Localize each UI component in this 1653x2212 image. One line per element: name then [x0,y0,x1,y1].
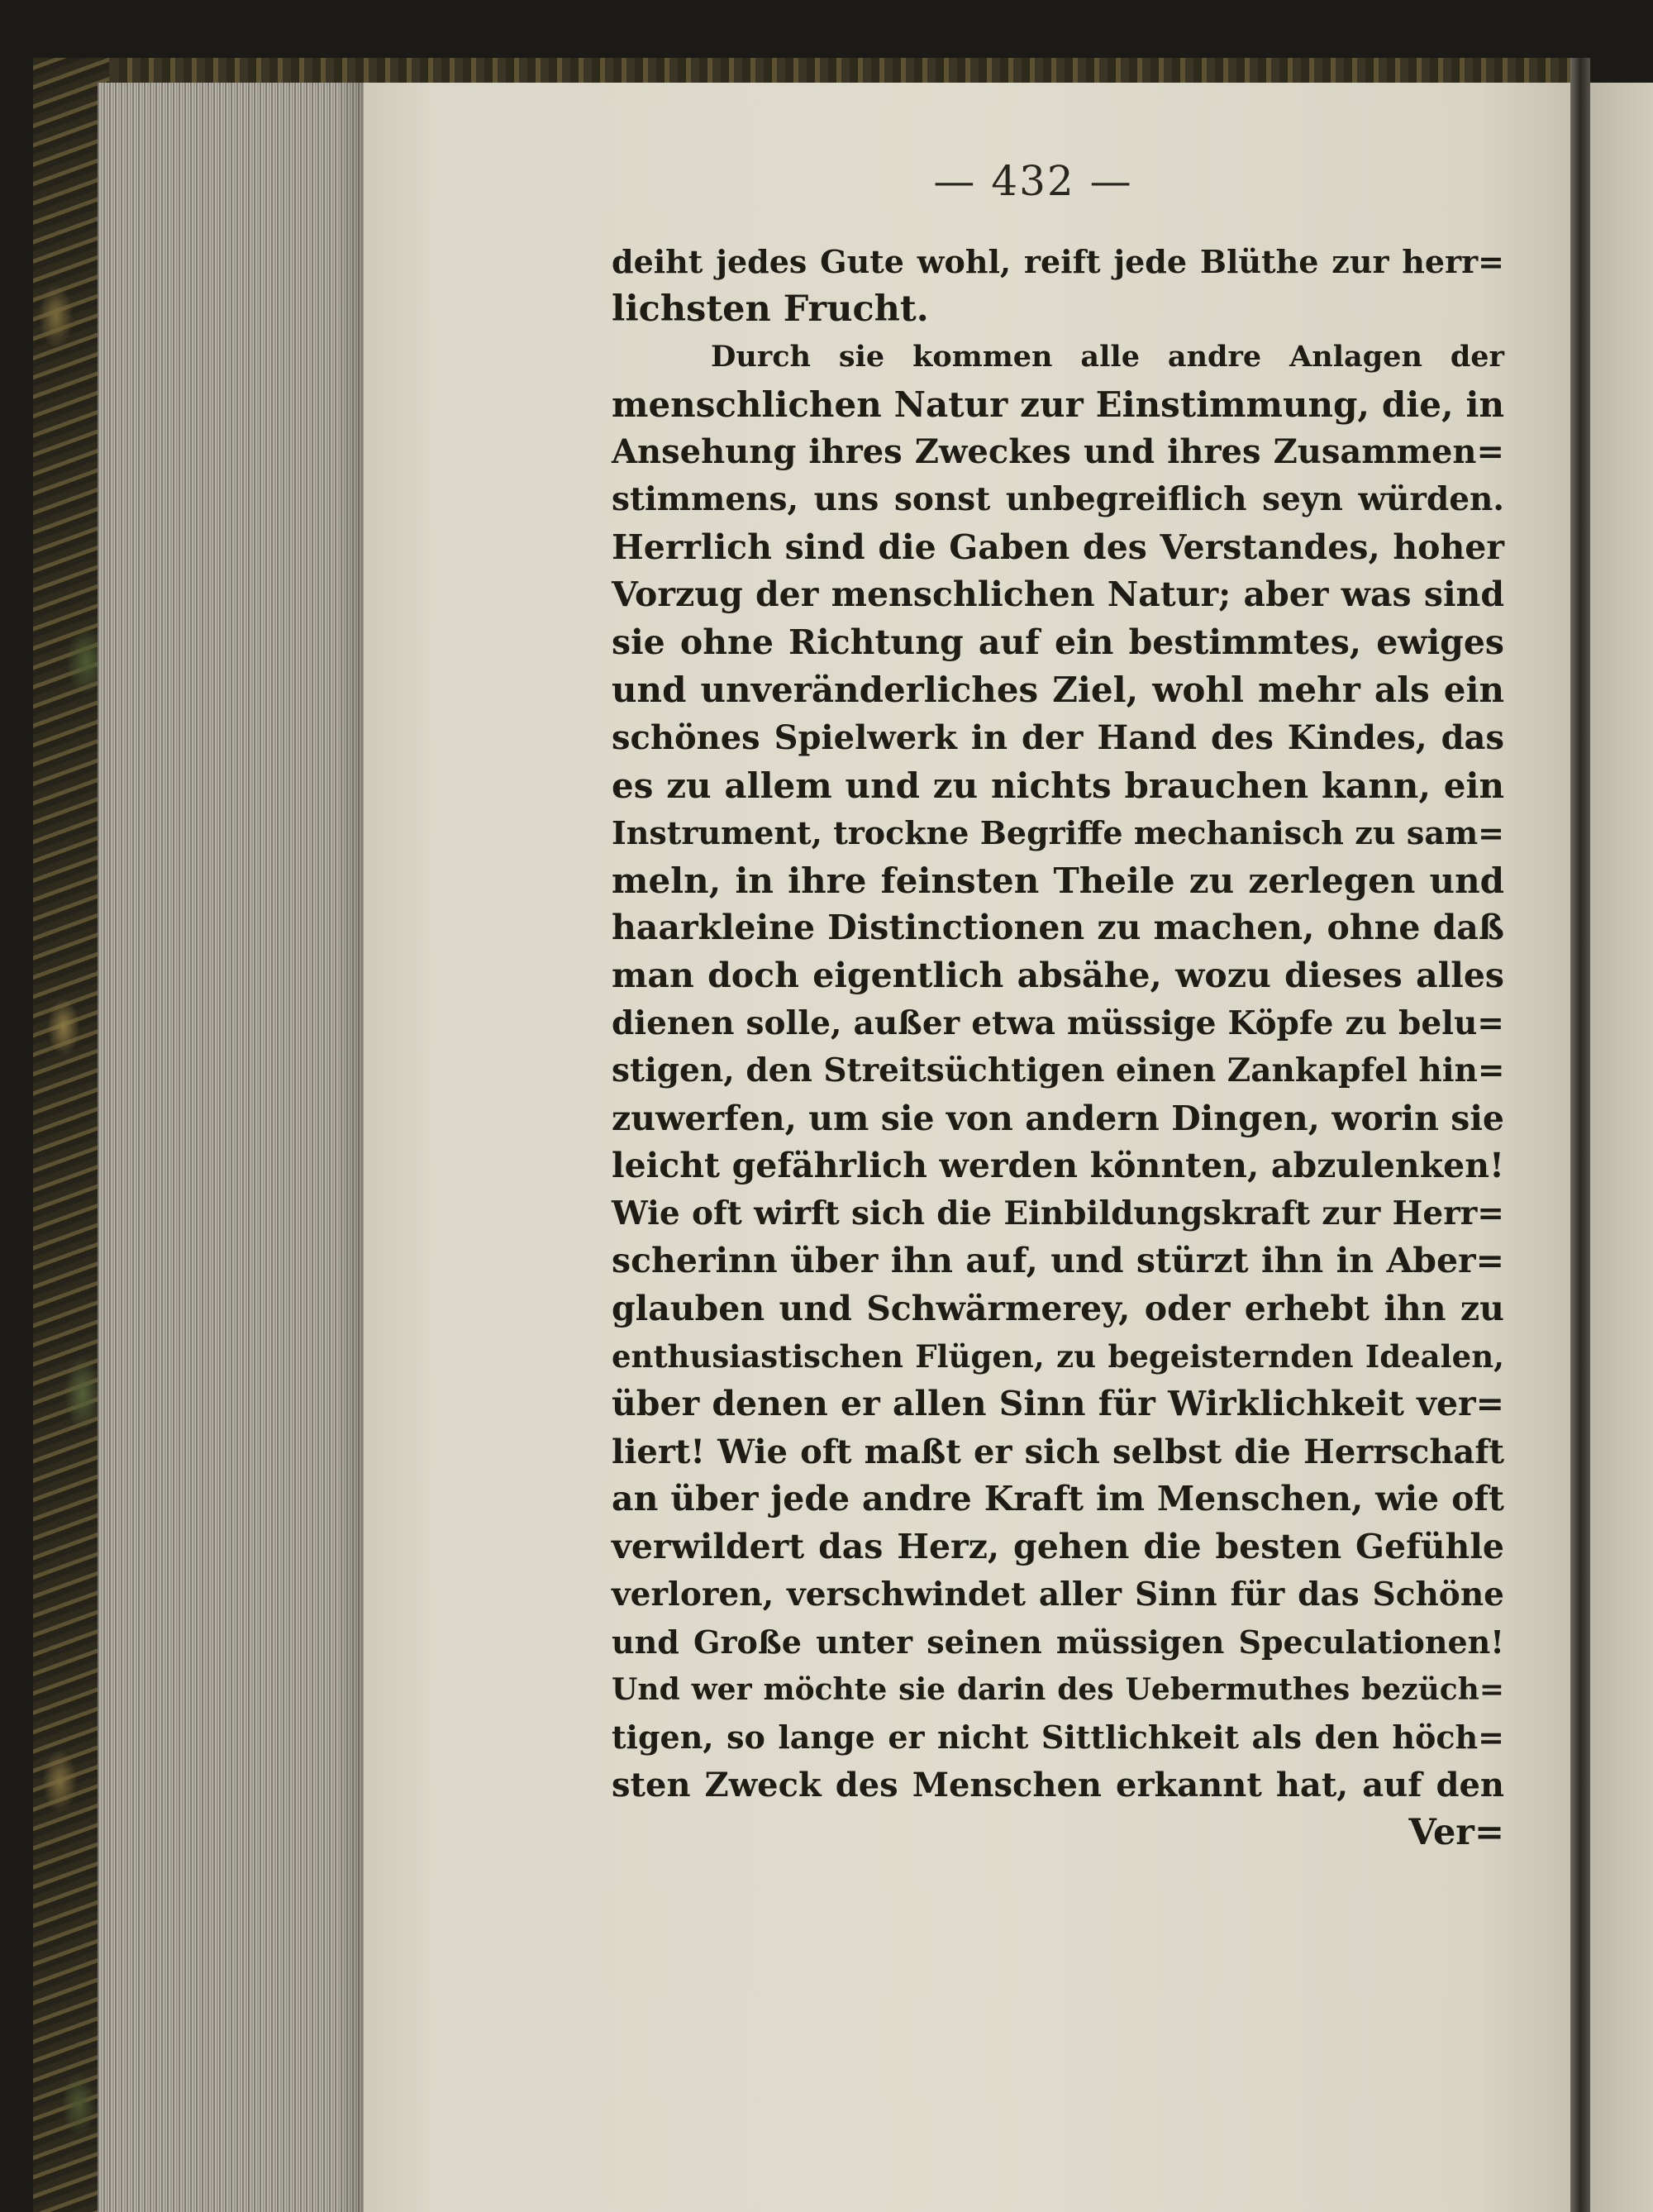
page-number: — 432 — [933,157,1133,205]
text-line: tigen, so lange er nicht Sittlichkeit als den höch= [612,1719,1504,1757]
text-line: Vorzug der menschlichen Natur; aber was sind [612,574,1504,615]
text-line: menschlichen Natur zur Einstimmung, die, in [612,384,1504,425]
text-line: leicht gefährlich werden könnten, abzulenken! [612,1146,1504,1186]
page-edges [98,83,370,2212]
text-line: Instrument, trockne Begriffe mechanisch zu sam= [612,814,1504,852]
catchword: Ver= [1408,1811,1504,1853]
text-line: es zu allem und zu nichts brauchen kann, ein [612,765,1504,806]
text-line: stigen, den Streitsüchtigen einen Zankapfel hin= [612,1051,1505,1090]
text-line: Durch sie kommen alle andre Anlagen der [711,340,1504,374]
text-line: Ansehung ihres Zweckes und ihres Zusammen= [612,432,1504,472]
book-gutter [1570,58,1590,2212]
text-line: haarkleine Distinctionen zu machen, ohne daß [612,908,1504,948]
text-line: Und wer möchte sie darin des Uebermuthes bezüch= [612,1671,1504,1707]
text-line: Wie oft wirft sich die Einbildungskraft zur Herr= [612,1194,1504,1232]
text-line: glauben und Schwärmerey, oder erhebt ihn zu [612,1289,1504,1329]
text-line: liert! Wie oft maßt er sich selbst die Herrschaft [612,1432,1504,1471]
page-text [612,238,1504,1857]
book-cover-top-edge [33,58,1579,83]
text-line: sie ohne Richtung auf ein bestimmtes, ewiges [612,622,1504,662]
text-line: Herrlich sind die Gaben des Verstandes, hoher [612,527,1504,567]
text-line: stimmens, uns sonst unbegreiflich seyn würden. [612,479,1504,518]
text-line: dienen solle, außer etwa müssige Köpfe zu belu= [612,1004,1504,1042]
text-line: schönes Spielwerk in der Hand des Kindes, das [612,717,1504,757]
text-line: verwildert das Herz, gehen die besten Gefühle [612,1527,1504,1567]
facing-page-edge [1590,83,1653,2212]
text-line: man doch eigentlich absähe, wozu dieses alles [612,955,1504,995]
text-line: und Große unter seinen müssigen Speculationen! [612,1623,1504,1661]
text-line: meln, in ihre feinsten Theile zu zerlegen und [612,860,1504,901]
text-line: sten Zweck des Menschen erkannt hat, auf den [612,1766,1504,1804]
text-line: zuwerfen, um sie von andern Dingen, worin sie [612,1098,1504,1138]
text-line: scherinn über ihn auf, und stürzt ihn in Aber= [612,1241,1504,1281]
text-line: und unveränderliches Ziel, wohl mehr als ein [612,670,1504,711]
text-line: über denen er allen Sinn für Wirklichkeit ver= [612,1384,1504,1424]
text-line: deiht jedes Gute wohl, reift jede Blüthe zur herr= [612,243,1504,280]
text-line: verloren, verschwindet aller Sinn für das Schöne [612,1575,1504,1614]
text-line: enthusiastischen Flügen, zu begeisternden Idealen, [612,1337,1504,1375]
text-line: an über jede andre Kraft im Menschen, wie oft [612,1479,1504,1519]
text-line: lichsten Frucht. [612,288,929,330]
